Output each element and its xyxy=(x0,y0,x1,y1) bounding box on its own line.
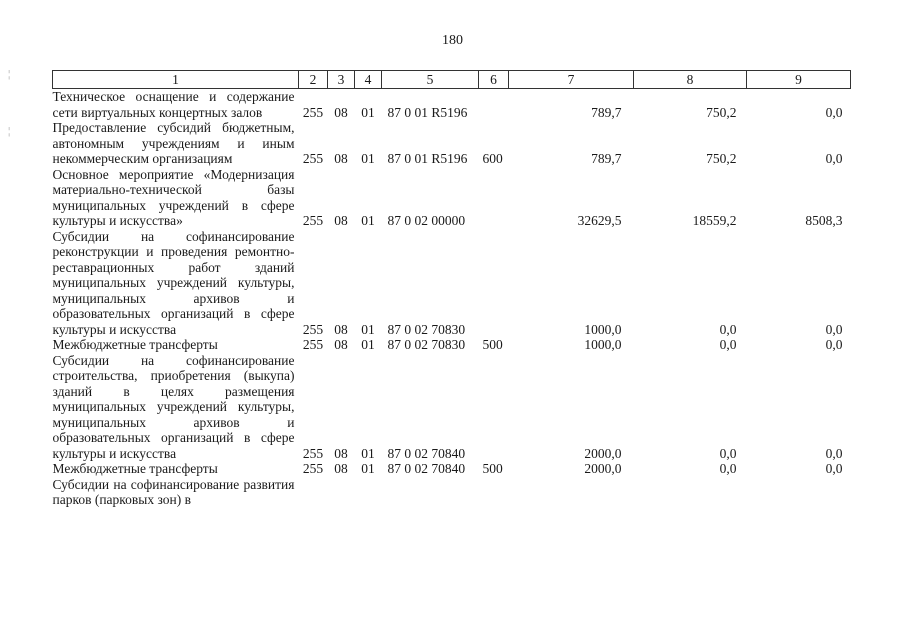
col-header: 3 xyxy=(328,71,355,89)
cell-sum-2020: 0,0 xyxy=(719,337,737,352)
cell-gr: 255 xyxy=(302,321,324,337)
cell-sum-2021 xyxy=(747,477,851,508)
row-name: Межбюджетные трансферты xyxy=(52,337,218,352)
cell-csr: 87 0 02 70830 xyxy=(387,321,466,337)
row-name: Субсидии на софинансирование реконструкции и проведения ремонтно-реставрационных работ зданий муниципальных учреждений культуры, муниципальных архивов и образовательных организаций в сфере культуры и искусства xyxy=(52,228,295,337)
cell-rz xyxy=(328,477,355,508)
cell-sum-2020: 18559,2 xyxy=(692,213,737,228)
cell-vr xyxy=(479,353,509,462)
row-name: Техническое оснащение и содержание сети виртуальных концертных залов xyxy=(52,89,295,120)
cell-vr xyxy=(479,89,509,121)
cell-csr: 87 0 01 R5196 xyxy=(387,104,468,120)
cell-csr: 87 0 01 R5196 xyxy=(387,151,468,166)
col-header: 9 xyxy=(747,71,851,89)
row-name: Основное мероприятие «Модернизация материально-технической базы муниципальных учреждений в сфере культуры и искусства» xyxy=(52,166,295,228)
cell-sum-2021: 0,0 xyxy=(825,104,843,120)
budget-table xyxy=(52,70,851,508)
cell-sum-2020: 0,0 xyxy=(719,321,737,337)
margin-mark: ¦ xyxy=(8,125,11,137)
cell-rz: 08 xyxy=(334,321,348,337)
cell-rz: 08 xyxy=(334,151,348,166)
cell-pr xyxy=(355,477,382,508)
cell-sum-2019: 1000,0 xyxy=(584,321,622,337)
cell-sum-2019: 2000,0 xyxy=(584,461,622,476)
cell-sum-2020 xyxy=(634,477,747,508)
cell-sum-2020: 750,2 xyxy=(706,104,737,120)
cell-sum-2019: 2000,0 xyxy=(584,445,622,461)
table-row xyxy=(53,461,851,477)
cell-rz: 08 xyxy=(334,213,348,228)
cell-sum-2021: 0,0 xyxy=(825,445,843,461)
cell-vr xyxy=(479,229,509,338)
cell-pr: 01 xyxy=(361,461,375,476)
col-header: 1 xyxy=(53,71,299,89)
cell-sum-2021: 0,0 xyxy=(825,337,843,352)
col-header: 8 xyxy=(634,71,747,89)
cell-sum-2021: 0,0 xyxy=(825,461,843,476)
row-name: Предоставление субсидий бюджетным, автономным учреждениям и иным некоммерческим организациям xyxy=(52,120,295,166)
col-header: 7 xyxy=(509,71,634,89)
cell-sum-2021: 8508,3 xyxy=(805,213,843,228)
cell-pr: 01 xyxy=(361,213,375,228)
col-header: 5 xyxy=(382,71,479,89)
cell-sum-2019: 789,7 xyxy=(591,104,622,120)
table-row xyxy=(53,229,851,338)
cell-gr: 255 xyxy=(302,461,324,476)
page-number: 180 xyxy=(442,33,463,48)
row-name: Межбюджетные трансферты xyxy=(52,461,218,476)
table-row xyxy=(53,120,851,167)
cell-pr: 01 xyxy=(361,445,375,461)
cell-sum-2019 xyxy=(509,477,634,508)
cell-vr: 600 xyxy=(482,151,503,166)
cell-csr xyxy=(382,477,479,508)
cell-gr xyxy=(299,477,328,508)
header-row xyxy=(53,71,851,89)
margin-mark: ¦ xyxy=(8,68,11,80)
cell-gr: 255 xyxy=(302,337,324,352)
cell-sum-2020: 750,2 xyxy=(706,151,737,166)
table-row xyxy=(53,167,851,229)
cell-sum-2020: 0,0 xyxy=(719,461,737,476)
col-header: 4 xyxy=(355,71,382,89)
table-row xyxy=(53,337,851,353)
cell-vr: 500 xyxy=(482,337,503,352)
cell-rz: 08 xyxy=(334,337,348,352)
cell-gr: 255 xyxy=(302,213,324,228)
cell-sum-2020: 0,0 xyxy=(719,445,737,461)
cell-sum-2019: 1000,0 xyxy=(584,337,622,352)
col-header: 6 xyxy=(479,71,509,89)
cell-csr: 87 0 02 70840 xyxy=(387,461,466,476)
cell-rz: 08 xyxy=(334,445,348,461)
table-row xyxy=(53,353,851,462)
cell-gr: 255 xyxy=(302,151,324,166)
cell-sum-2021: 0,0 xyxy=(825,151,843,166)
cell-vr: 500 xyxy=(482,461,503,476)
cell-vr xyxy=(479,477,509,508)
table-row xyxy=(53,89,851,121)
cell-csr: 87 0 02 70840 xyxy=(387,445,466,461)
cell-vr xyxy=(479,167,509,229)
cell-pr: 01 xyxy=(361,104,375,120)
cell-sum-2021: 0,0 xyxy=(825,321,843,337)
cell-gr: 255 xyxy=(302,104,324,120)
col-header: 2 xyxy=(299,71,328,89)
cell-pr: 01 xyxy=(361,151,375,166)
cell-rz: 08 xyxy=(334,461,348,476)
cell-sum-2019: 32629,5 xyxy=(577,213,622,228)
row-name: Субсидии на софинансирование строительства, приобретения (выкупа) зданий в целях размещения муниципальных учреждений культуры, муниципальных архивов и образовательных организаций в сфере культуры и искусства xyxy=(52,352,295,461)
cell-csr: 87 0 02 00000 xyxy=(387,213,466,228)
cell-pr: 01 xyxy=(361,321,375,337)
cell-csr: 87 0 02 70830 xyxy=(387,337,466,352)
table-row xyxy=(53,477,851,508)
cell-gr: 255 xyxy=(302,445,324,461)
row-name: Субсидии на софинансирование развития парков (парковых зон) в xyxy=(52,476,295,507)
cell-pr: 01 xyxy=(361,337,375,352)
cell-rz: 08 xyxy=(334,104,348,120)
cell-sum-2019: 789,7 xyxy=(591,151,622,166)
